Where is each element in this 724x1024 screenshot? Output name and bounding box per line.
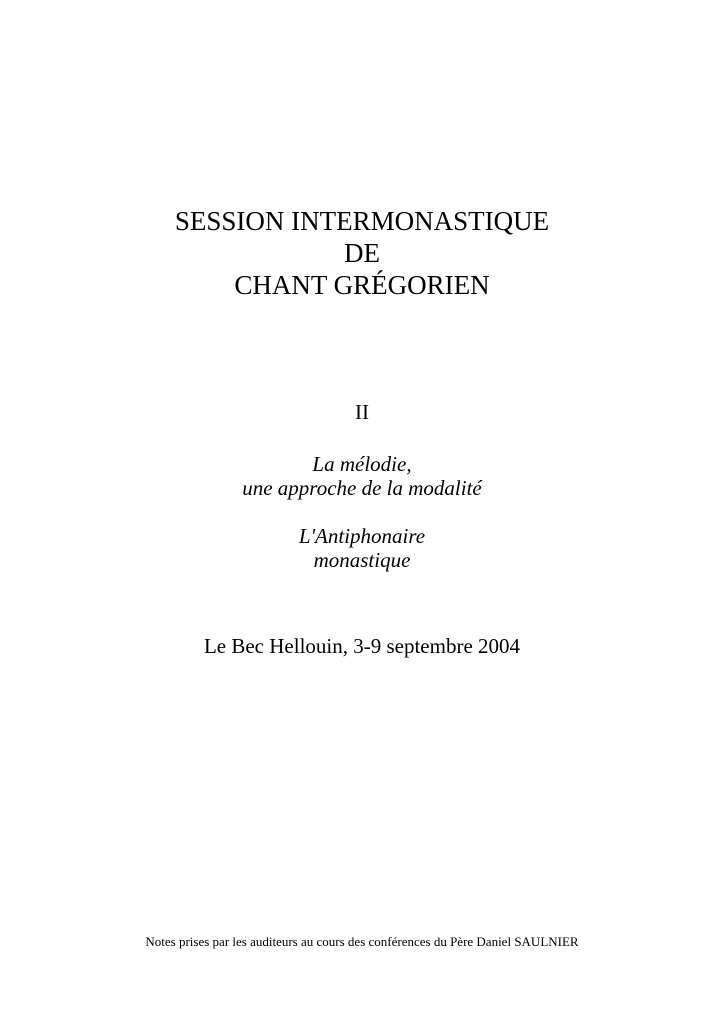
footer-note: Notes prises par les auditeurs au cours des conférences du Père Daniel SAULNIER (145, 934, 579, 949)
place-and-date: Le Bec Hellouin, 3-9 septembre 2004 (203, 634, 521, 658)
title-line-1: SESSION INTERMONASTIQUE (174, 206, 550, 236)
subtitle-1-line-1: La mélodie, (312, 452, 412, 476)
subtitle-1-line-2: une approche de la modalité (242, 476, 482, 500)
title-line-3: CHANT GRÉGORIEN (234, 270, 490, 300)
part-number: II (355, 400, 369, 424)
title-line-2: DE (344, 238, 380, 268)
subtitle-2-line-2: monastique (313, 548, 411, 572)
subtitle-2-line-1: L'Antiphonaire (298, 524, 426, 548)
